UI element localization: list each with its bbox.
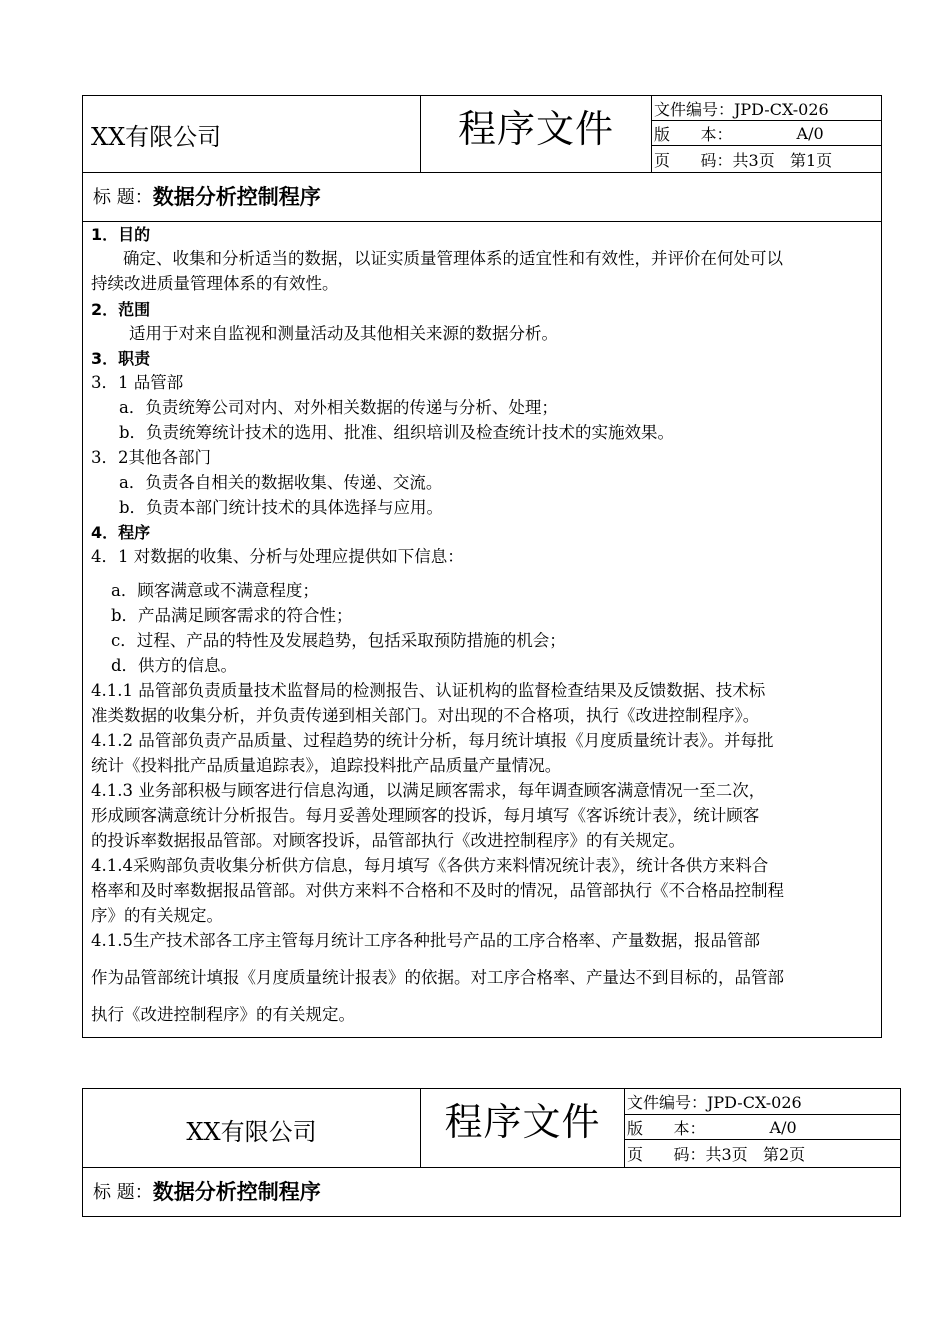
page-label: 页 码：: [627, 1145, 706, 1164]
version-row: [652, 121, 881, 146]
company-name: XX有限公司: [83, 1089, 421, 1167]
list-item: a．负责各自相关的数据收集、传递、交流。: [119, 473, 443, 492]
document-body: [82, 221, 882, 1038]
title-label: 标 题：: [93, 1182, 153, 1203]
subsection-title: 3．2其他各部门: [91, 448, 211, 467]
title-row: [83, 171, 881, 221]
paragraph-line: 4.1.5生产技术部各工序主管每月统计工序各种批号产品的工序合格率、产量数据，报品管部: [91, 931, 760, 950]
subsection-title: 4．1 对数据的收集、分析与处理应提供如下信息：: [91, 547, 464, 566]
paragraph-line: 形成顾客满意统计分析报告。每月妥善处理顾客的投诉，每月填写《客诉统计表》，统计顾客: [91, 806, 760, 825]
paragraph-line: 4.1.4采购部负责收集分析供方信息，每月填写《各供方来料情况统计表》，统计各供方来料合: [91, 856, 769, 875]
paragraph-line: 4.1.2 品管部负责产品质量、过程趋势的统计分析，每月统计填报《月度质量统计表》。并每批: [91, 731, 774, 750]
paragraph-line: 4.1.1 品管部负责质量技术监督局的检测报告、认证机构的监督检查结果及反馈数据、技术标: [91, 681, 766, 700]
section-heading-procedure: 4．程序: [91, 523, 151, 542]
paragraph-line: 4.1.3 业务部积极与顾客进行信息沟通，以满足顾客需求，每年调查顾客满意情况一至二次，: [91, 781, 766, 800]
header-top-row: [83, 96, 881, 173]
title-row: [83, 1166, 900, 1216]
list-item: d．供方的信息。: [111, 656, 238, 675]
page-value: 共3页 第2页: [705, 1145, 806, 1164]
list-item: c．过程、产品的特性及发展趋势，包括采取预防措施的机会；: [111, 631, 566, 650]
page1-header: [82, 95, 882, 222]
section-heading-scope: 2．范围: [91, 300, 151, 319]
paragraph-line: 准类数据的收集分析，并负责传递到相关部门。对出现的不合格项，执行《改进控制程序》。: [91, 706, 760, 725]
version-value: A/0: [796, 123, 824, 143]
paragraph-line: 执行《改进控制程序》的有关规定。: [91, 1005, 355, 1024]
paragraph-line: 格率和及时率数据报品管部。对供方来料不合格和不及时的情况，品管部执行《不合格品控制程: [91, 881, 784, 900]
page-value: 共3页 第1页: [732, 150, 833, 170]
paragraph-line: 适用于对来自监视和测量活动及其他相关来源的数据分析。: [129, 324, 558, 343]
paragraph-line: 作为品管部统计填报《月度质量统计报表》的依据。对工序合格率、产量达不到目标的，品管部: [91, 968, 784, 987]
page-row: [625, 1140, 900, 1167]
list-item: b．负责本部门统计技术的具体选择与应用。: [119, 498, 444, 517]
list-item: a．顾客满意或不满意程度；: [111, 581, 319, 600]
paragraph-line: 统计《投料批产品质量追踪表》，追踪投料批产品质量产量情况。: [91, 756, 562, 775]
doc-type: 程序文件: [421, 1089, 625, 1167]
version-value: A/0: [769, 1117, 797, 1137]
paragraph-line: 确定、收集和分析适当的数据，以证实质量管理体系的适宜性和有效性，并评价在何处可以: [123, 249, 783, 268]
company-name: XX有限公司: [83, 96, 421, 172]
paragraph-line: 的投诉率数据报品管部。对顾客投诉，品管部执行《改进控制程序》的有关规定。: [91, 831, 685, 850]
title-value: 数据分析控制程序: [152, 1179, 321, 1204]
doc-number: 文件编号：JPD-CX-026: [652, 96, 881, 121]
list-item: a．负责统筹公司对内、对外相关数据的传递与分析、处理；: [119, 398, 558, 417]
doc-meta: [652, 96, 881, 172]
paragraph-line: 持续改进质量管理体系的有效性。: [91, 274, 339, 293]
doc-number: 文件编号：JPD-CX-026: [625, 1089, 900, 1115]
list-item: b．产品满足顾客需求的符合性；: [111, 606, 353, 625]
section-heading-duties: 3．职责: [91, 349, 151, 368]
list-item: b．负责统筹统计技术的选用、批准、组织培训及检查统计技术的实施效果。: [119, 423, 675, 442]
version-row: [625, 1115, 900, 1140]
header-top-row: [83, 1089, 900, 1168]
version-label: 版 本：: [654, 124, 733, 144]
version-label: 版 本：: [627, 1118, 706, 1138]
doc-type: 程序文件: [421, 96, 652, 172]
title-value: 数据分析控制程序: [152, 184, 321, 209]
page-row: [652, 146, 881, 172]
page-label: 页 码：: [654, 150, 733, 170]
subsection-title: 3．1 品管部: [91, 373, 184, 392]
page2-header: [82, 1088, 901, 1217]
doc-meta: [625, 1089, 900, 1167]
section-heading-purpose: 1．目的: [91, 225, 151, 244]
title-label: 标 题：: [93, 187, 153, 208]
paragraph-line: 序》的有关规定。: [91, 906, 223, 925]
